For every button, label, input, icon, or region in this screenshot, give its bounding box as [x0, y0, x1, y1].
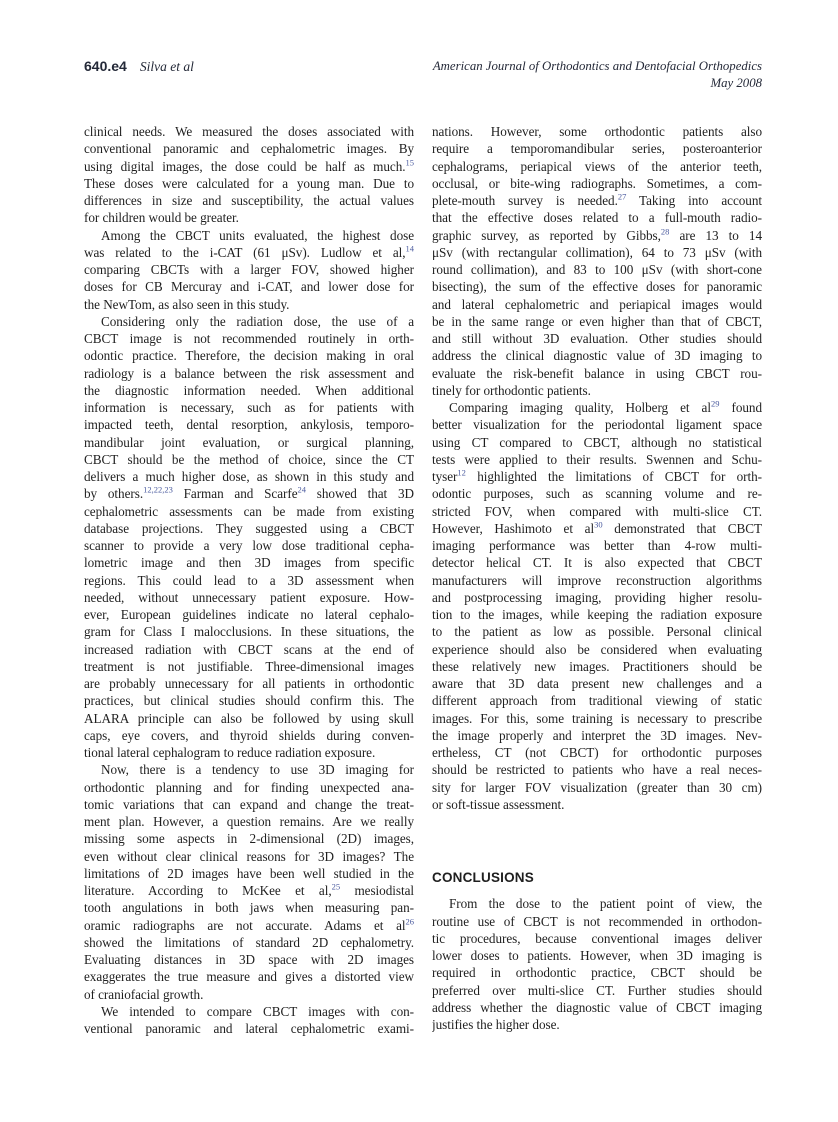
text-line: However, Hashimoto et al$^{30}$ demonstrated that CBCT — [432, 519, 762, 536]
text-line: round collimation), and 83 to 100 μSv (with short-cone — [432, 262, 762, 277]
text-line: routine use of CBCT is not recommended in orthodon- — [432, 913, 762, 929]
text-line: ertheless, CT (not CBCT) for orthodontic purposes — [432, 745, 762, 760]
text-line: imaging performance was better than 4-row multi- — [432, 538, 762, 553]
text-line: should be restricted to patients who have a real neces- — [432, 762, 762, 778]
text-line: database projections. They suggested using a CBCT — [84, 520, 414, 536]
text-line: ment plan. However, a question remains. Are we really — [84, 814, 414, 829]
article-body — [84, 123, 762, 1037]
text-line: that the effective doses related to a full-mouth radio- — [432, 210, 762, 226]
section-heading: CONCLUSIONS — [432, 870, 534, 885]
reference-link[interactable]: 27 — [617, 192, 627, 202]
text-line: CBCT should be the method of choice, since the CT — [84, 451, 414, 467]
text-line: differences in size and susceptibility, the actual values — [84, 193, 414, 208]
journal-issue-date: May 2008 — [710, 75, 762, 90]
text-line: oramic radiographs are not accurate. Adams et al$^{26}$ — [84, 916, 414, 933]
text-line: information is necessary, such as for patients with — [84, 400, 414, 415]
reference-link[interactable]: 12,22,23 — [143, 485, 173, 495]
text-line: of craniofacial growth. — [84, 986, 204, 1002]
text-line: tests were applied to their results. Swennen and Schu- — [432, 451, 762, 467]
paragraph — [432, 123, 762, 399]
text-line: tomic variations that can expand and change the treat- — [84, 796, 414, 812]
text-line: these relatively new images. Practitioners should be — [432, 658, 762, 674]
text-line: was related to the i-CAT (61 μSv). Ludlow et al,$^{14}$ — [84, 243, 414, 260]
text-line: μSv (with rectangular collimation), 64 to 73 μSv (with — [432, 244, 762, 260]
text-line: ever, European guidelines indicate no lateral cephalo- — [84, 607, 414, 622]
text-line: impacted teeth, dental resorption, ankylosis, temporo- — [84, 417, 414, 433]
text-line: experience should also be considered when evaluating — [432, 641, 762, 657]
text-line: detector helical CT. It is also expected that CBCT — [432, 555, 762, 571]
text-line: regions. This could lead to a 3D assessment when — [84, 572, 414, 588]
text-line: manufacturers will improve reconstruction algorithms — [432, 572, 762, 588]
text-line: Comparing imaging quality, Holberg et al$^{29}$ found — [449, 399, 762, 415]
text-line: tinely for orthodontic patients. — [432, 382, 591, 398]
text-line: better visualization for the periodontal ligament space — [432, 417, 762, 433]
text-line: or soft-tissue assessment. — [432, 796, 565, 812]
text-line: From the dose to the patient point of view, the — [449, 896, 762, 912]
text-line: using digital images, the dose could be half as much.$^{15}$ — [84, 157, 414, 174]
running-head-left — [84, 58, 194, 76]
text-line: the image properly and interpret the 3D images. Nev- — [432, 727, 762, 743]
text-line: bisecting), the sum of the effective doses for panoramic — [432, 279, 762, 295]
text-line: literature. According to McKee et al,$^{25}$ mesiodistal — [84, 882, 414, 898]
text-line: limitations of 2D images have been well studied in the — [84, 865, 414, 881]
paragraph — [84, 227, 414, 313]
text-line: nations. However, some orthodontic patients also — [432, 124, 762, 139]
text-line: ventional panoramic and lateral cephalometric exami- — [84, 1021, 414, 1036]
page-header — [84, 58, 762, 91]
column-left — [84, 123, 414, 1037]
text-line: ALARA principle can also be followed by using skull — [84, 710, 414, 726]
paragraph — [84, 313, 414, 762]
text-line: required in orthodontic practice, CBCT should be — [432, 965, 762, 981]
text-line: exaggerates the true measure and gives a distorted view — [84, 969, 414, 985]
text-line: treatment is not justifiable. Three-dimensional images — [84, 658, 414, 674]
text-line: tooth angulations in both jaws when measuring pan- — [84, 900, 414, 916]
text-line: needed, without unnecessary patient exposure. How- — [84, 589, 414, 605]
text-line: stricted FOV, when compared with multi-slice CT. — [432, 503, 762, 519]
reference-link[interactable]: 14 — [405, 243, 414, 254]
text-line: These doses were calculated for a young man. Due to — [84, 175, 414, 191]
running-authors: Silva et al — [139, 59, 194, 74]
text-line: clinical needs. We measured the doses associated with — [84, 124, 414, 139]
column-right — [432, 123, 762, 1037]
text-line: tional lateral cephalogram to reduce radiation exposure. — [84, 745, 376, 760]
text-line: the NewTom, as also seen in this study. — [84, 296, 290, 312]
text-line: address the clinical diagnostic value of 3D imaging to — [432, 348, 762, 364]
text-line: radiology is a balance between the risk assessment and — [84, 365, 414, 381]
text-line: Among the CBCT units evaluated, the highest dose — [101, 227, 414, 243]
running-head-right — [433, 58, 762, 91]
page-number: 640.e4 — [84, 58, 127, 74]
reference-link[interactable]: 12 — [457, 468, 466, 478]
text-line: odontic purposes, such as scanning volume and re- — [432, 486, 762, 502]
reference-link[interactable]: 24 — [297, 485, 306, 495]
text-line: conventional panoramic and cephalometric images. By — [84, 141, 414, 157]
paragraph — [432, 399, 762, 813]
paragraph — [432, 895, 762, 1033]
text-line: odontic practice. Therefore, the decision making in oral — [84, 348, 414, 364]
text-line: mandibular joint evaluation, or surgical planning, — [84, 434, 414, 450]
text-line: for children would be greater. — [84, 210, 239, 226]
text-line: images. For this, some training is necessary to prescribe — [432, 710, 762, 726]
text-line: justifies the higher dose. — [432, 1017, 560, 1032]
text-line: missing some aspects in 2-dimensional (2D) images, — [84, 831, 414, 847]
text-line: preferred over multi-slice CT. Further studies should — [432, 982, 762, 998]
reference-link[interactable]: 25 — [331, 882, 341, 892]
text-line: and lateral cephalometric and periapical images would — [432, 296, 762, 312]
reference-link[interactable]: 26 — [405, 916, 414, 927]
text-line: are probably unnecessary for all patients in orthodontic — [84, 676, 414, 691]
text-line: by others.$^{12,22,23}$ Farman and Scarfe$^{24}$ showed that 3D — [84, 485, 414, 502]
reference-link[interactable]: 15 — [405, 157, 414, 168]
text-line: Considering only the radiation dose, the use of a — [101, 313, 414, 329]
reference-link[interactable]: 30 — [594, 519, 603, 530]
text-line: scanner to provide a very low dose traditional cepha- — [84, 538, 414, 553]
text-line: lower doses to patients. However, when 3D imaging is — [432, 948, 762, 963]
text-line: address whether the diagnostic value of CBCT imaging — [432, 999, 762, 1015]
text-line: caps, eye covers, and thyroid shields during conven- — [84, 727, 414, 743]
text-line: be in the same range or even higher than that of CBCT, — [432, 313, 762, 329]
text-line: evaluate the risk-benefit balance in using CBCT rou- — [432, 365, 762, 381]
text-line: even without clear clinical reasons for 3D images? The — [84, 848, 414, 864]
text-line: require a temporomandibular series, posteroanterior — [432, 141, 762, 157]
paragraph — [84, 761, 414, 1003]
text-line: CBCT image is not recommended routinely in orth- — [84, 331, 414, 346]
text-line: aware that 3D data present new challenges and a — [432, 676, 762, 691]
text-line: occlusal, or bite-wing radiographs. Sometimes, a com- — [432, 175, 762, 191]
text-line: plete-mouth survey is needed.$^{27}$ Taking into account — [432, 192, 762, 208]
text-line: showed the limitations of standard 2D cephalometry. — [84, 934, 414, 950]
text-line: graphic survey, as reported by Gibbs,$^{28}$ are 13 to 14 — [432, 226, 762, 243]
text-line: and postprocessing imaging, providing higher resolu- — [432, 589, 762, 605]
text-line: increased radiation with CBCT scans at the end of — [84, 641, 414, 657]
text-line: tyser$^{12}$ highlighted the limitations of CBCT for orth- — [432, 468, 762, 484]
reference-link[interactable]: 29 — [710, 399, 720, 409]
text-line: gram for Class I malocclusions. In these situations, the — [84, 624, 414, 640]
text-line: and still without 3D evaluation. Other studies should — [432, 331, 762, 346]
text-line: lometric image and then 3D images from specific — [84, 555, 414, 571]
text-line: orthodontic planning and for finding unexpected ana- — [84, 779, 414, 795]
text-line: sity for larger FOV visualization (greater than 30 cm) — [432, 779, 762, 795]
paragraph — [84, 123, 414, 227]
text-line: comparing CBCTs with a larger FOV, showed higher — [84, 262, 414, 277]
text-line: We intended to compare CBCT images with con- — [101, 1003, 414, 1019]
text-line: different approach from traditional viewing of static — [432, 693, 762, 709]
text-line: Now, there is a tendency to use 3D imaging for — [101, 762, 414, 778]
text-line: using CT compared to CBCT, although no statistical — [432, 434, 762, 450]
paragraph — [84, 1003, 414, 1038]
text-line: Evaluating distances in 3D space with 2D images — [84, 952, 414, 967]
text-line: cephalometric assessments can be made from existing — [84, 503, 414, 519]
text-line: doses for CB Mercuray and i-CAT, and lower dose for — [84, 279, 414, 295]
reference-link[interactable]: 28 — [660, 226, 670, 237]
text-line: the diagnostic information needed. When additional — [84, 382, 414, 398]
text-line: practices, but clinical studies should confirm this. The — [84, 693, 414, 709]
text-line: cephalograms, periapical views of the anterior teeth, — [432, 158, 762, 174]
text-line: delivers a much higher dose, as shown in this study and — [84, 469, 414, 484]
text-line: to the patient as low as possible. Personal clinical — [432, 624, 762, 640]
journal-name: American Journal of Orthodontics and Dentofacial Orthopedics — [432, 59, 762, 73]
text-line: tion to the images, while keeping the radiation exposure — [432, 607, 762, 622]
text-line: tic procedures, because conventional images deliver — [432, 930, 762, 946]
